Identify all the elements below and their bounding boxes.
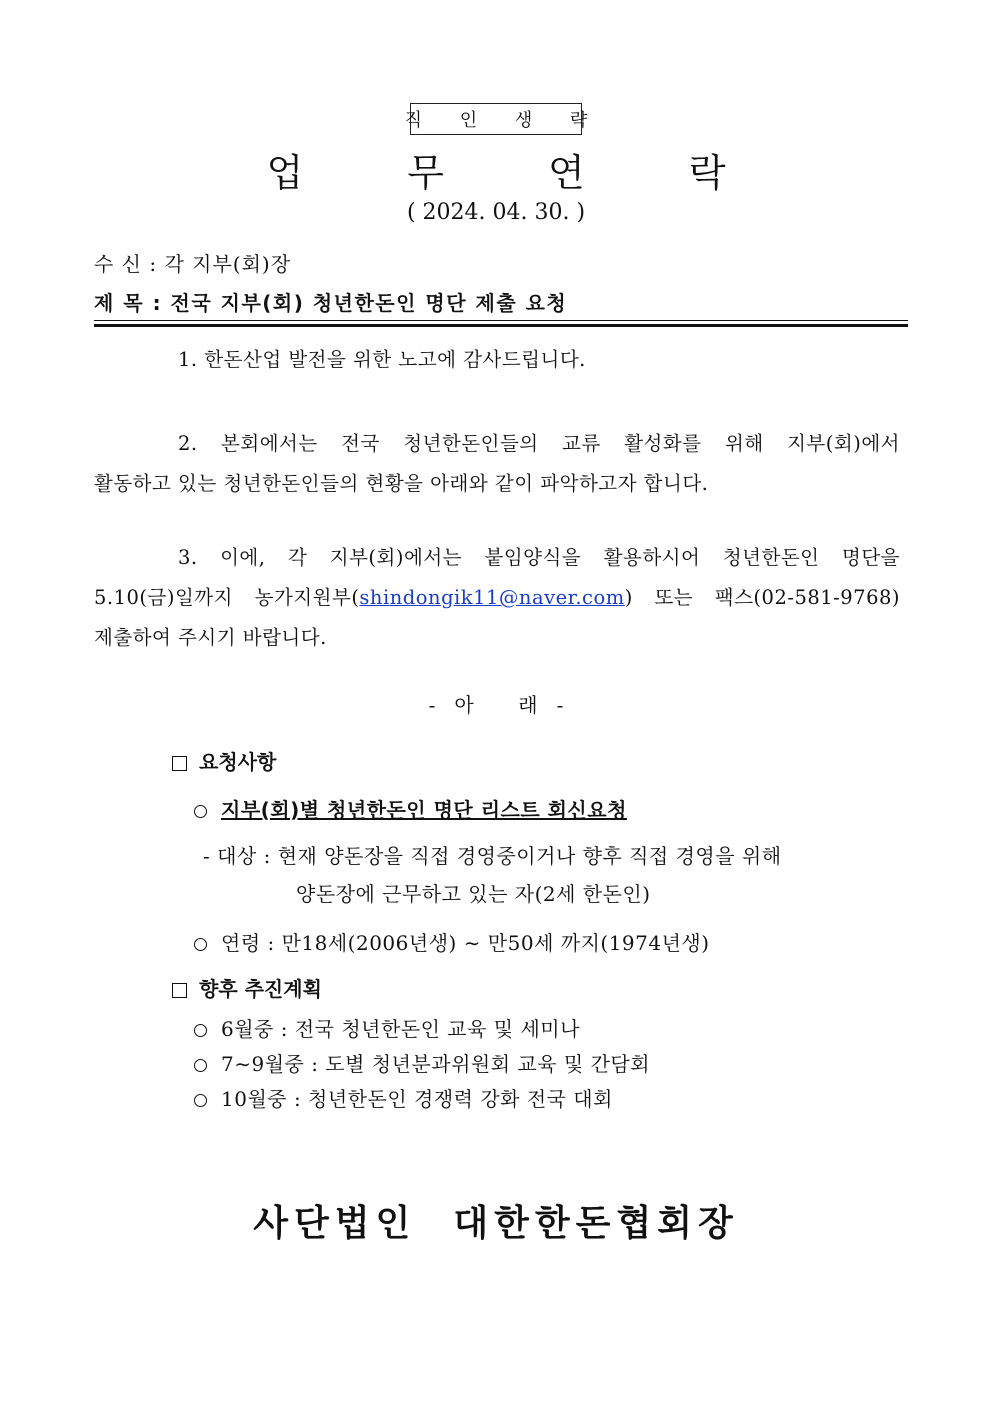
plan-item	[194, 1014, 580, 1044]
document-title: 업 무 연 락	[266, 151, 772, 195]
paragraph-1	[94, 340, 900, 380]
target-line-1: - 대상 : 현재 양돈장을 직접 경영중이거나 향후 직접 경영을 위해	[203, 844, 782, 868]
section-plans-title: 향후 추진계획	[199, 977, 322, 1001]
circle-bullet-icon	[194, 1059, 207, 1072]
paragraph-2-line-2: 활동하고 있는 청년한돈인들의 현황을 아래와 같이 파악하고자 합니다.	[94, 472, 709, 495]
square-bullet-icon	[172, 756, 187, 771]
paragraph-3-text-1: 3. 이에, 각 지부(회)에서는 붙임양식을 활용하시어 청년한돈인 명단을	[178, 546, 900, 569]
circle-bullet-icon	[194, 805, 207, 818]
subject-line: 제 목 : 전국 지부(회) 청년한돈인 명단 제출 요청	[94, 291, 568, 315]
stamp-omitted-box	[404, 103, 604, 135]
age-item-text: 연령 : 만18세(2006년생) ∼ 만50세 까지(1974년생)	[221, 931, 710, 955]
paragraph-3-line-1	[94, 538, 900, 578]
plan-item	[194, 1084, 613, 1114]
section-requests-heading	[172, 747, 276, 777]
request-item-1	[194, 795, 627, 825]
paragraph-3-line-3: 제출하여 주시기 바랍니다.	[94, 626, 327, 649]
paragraph-3-line-2	[94, 578, 900, 618]
paragraph-1-text: 1. 한돈산업 발전을 위한 노고에 감사드립니다.	[178, 348, 586, 371]
plan-item-text: 10월중 : 청년한돈인 경쟁력 강화 전국 대회	[221, 1087, 613, 1111]
header-divider-thin	[94, 320, 908, 321]
paragraph-2-text-1: 2. 본회에서는 전국 청년한돈인들의 교류 활성화를 위해 지부(회)에서	[178, 432, 900, 455]
circle-bullet-icon	[194, 938, 207, 951]
plan-item-text: 7∼9월중 : 도별 청년분과위원회 교육 및 간담회	[221, 1052, 651, 1076]
stamp-label: 직 인 생 략	[404, 110, 604, 131]
section-plans-heading	[172, 974, 322, 1004]
circle-bullet-icon	[194, 1094, 207, 1107]
email-link[interactable]: shindongik11@naver.com	[359, 586, 625, 609]
document-date: ( 2024. 04. 30. )	[406, 200, 586, 225]
paragraph-3	[94, 538, 900, 658]
recipient-line: 수 신 : 각 지부(회)장	[94, 252, 292, 276]
section-requests-title: 요청사항	[199, 750, 277, 774]
below-heading: - 아 래 -	[428, 693, 564, 717]
header-divider-thick	[94, 324, 908, 327]
paragraph-3-fax: ) 또는 팩스(02-581-9768)	[624, 586, 900, 609]
paragraph-3-deadline: 5.10(금)일까지 농가지원부(	[94, 586, 360, 609]
circle-bullet-icon	[194, 1024, 207, 1037]
issuer-signature: 사단법인 대한한돈협회장	[253, 1203, 739, 1244]
paragraph-2-line-1	[94, 424, 900, 464]
plan-item	[194, 1049, 650, 1079]
paragraph-2	[94, 424, 900, 504]
plan-item-text: 6월중 : 전국 청년한돈인 교육 및 세미나	[221, 1017, 580, 1041]
square-bullet-icon	[172, 983, 187, 998]
age-item	[194, 928, 710, 958]
request-item-1-text: 지부(회)별 청년한돈인 명단 리스트 회신요청	[221, 798, 627, 822]
target-line-2: 양돈장에 근무하고 있는 자(2세 한돈인)	[296, 882, 651, 906]
